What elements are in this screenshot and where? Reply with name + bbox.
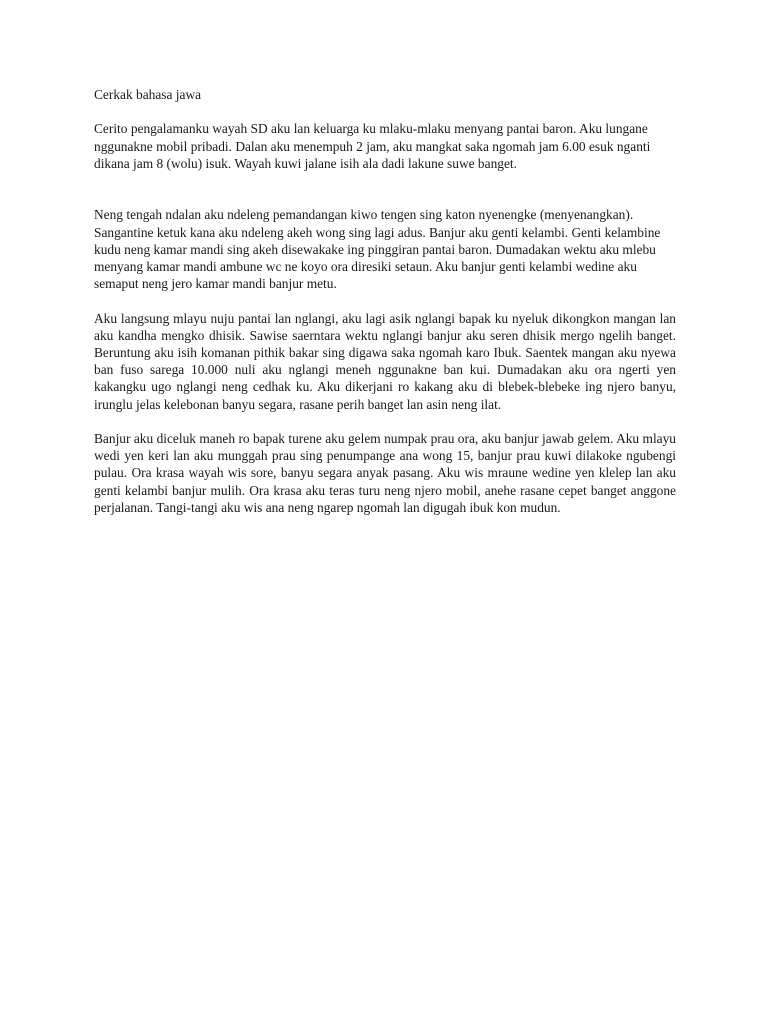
document-page <box>94 86 676 533</box>
document-title: Cerkak bahasa jawa <box>94 87 202 102</box>
paragraph-4: Banjur aku diceluk maneh ro bapak turene aku gelem numpak prau ora, aku banjur jawab gelem. Aku mlayu wedi yen keri lan aku munggah prau sing penumpange ana wong 15, banjur prau kuwi dilakoke ngubengi pulau. Ora krasa wayah wis sore, banyu segara anyak pasang. Aku wis mraune wedine yen klelep lan aku genti kelambi banjur mulih. Ora krasa aku teras turu neng njero mobil, anehe rasane cepet banget anggone perjalanan. Tangi-tangi aku wis ana neng ngarep ngomah lan digugah ibuk kon mudun. <box>94 431 676 515</box>
paragraph-2: Neng tengah ndalan aku ndeleng pemandangan kiwo tengen sing katon nyenengke (menyenangkan). Sangantine ketuk kana aku ndeleng akeh wong sing lagi adus. Banjur aku genti kelambi. Genti kelambine kudu neng kamar mandi sing akeh disewakake ing pinggiran pantai baron. Dumadakan wektu aku mlebu menyang kamar mandi ambune wc ne koyo ora diresiki setaun. Aku banjur genti kelambi wedine aku semaput neng jero kamar mandi banjur metu. <box>94 207 661 292</box>
paragraph-3: Aku langsung mlayu nuju pantai lan nglangi, aku lagi asik nglangi bapak ku nyeluk dikongkon mangan lan aku kandha mengko dhisik. Sawise saerntara wektu nglangi banjur aku seren dhisik mergo ngelih banget. Beruntung aku isih komanan pithik bakar sing digawa saka ngomah karo Ibuk. Saentek mangan aku nyewa ban fuso sarega 10.000 nuli aku nglangi meneh nggunakne ban kui. Dumadakan aku ora ngerti yen kakangku ugo nglangi neng cedhak ku. Aku dikerjani ro kakang aku di blebek-blebeke ing njero banyu, irunglu jelas kelebonan banyu segara, rasane perih banget lan asin neng ilat. <box>94 310 676 412</box>
paragraph-1: Cerito pengalamanku wayah SD aku lan keluarga ku mlaku-mlaku menyang pantai baron. Aku lungane nggunakne mobil pribadi. Dalan aku menempuh 2 jam, aku mangkat saka ngomah jam 6.00 esuk nganti dikana jam 8 (wolu) isuk. Wayah kuwi jalane isih ala dadi lakune suwe banget. <box>94 121 651 171</box>
